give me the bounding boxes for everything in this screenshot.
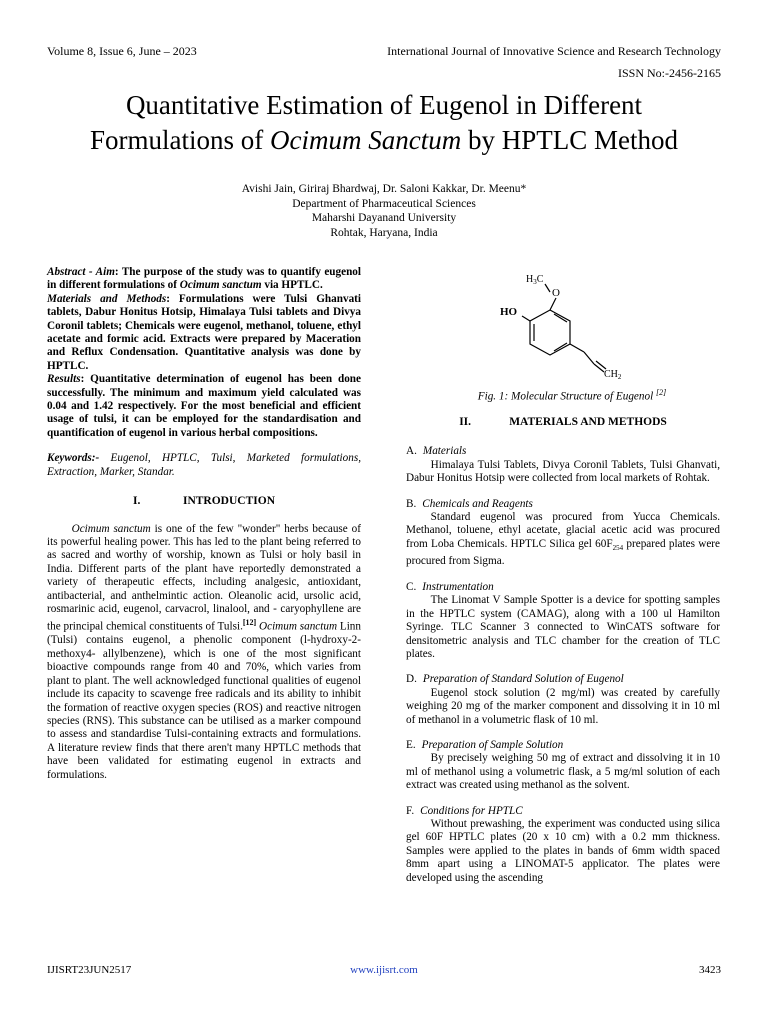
subsection-b-heading: B. Chemicals and Reagents: [406, 497, 533, 510]
eugenol-structure-figure: [500, 270, 650, 385]
author-block: [0, 182, 768, 240]
label-h3c: $H_3C$: [526, 274, 544, 286]
subsection-b-text: Standard eugenol was procured from Yucca Chemicals. Methanol, toluene, ethyl acetate, glacial acetic acid was procured from Loba Chemicals. HPTLC Silica gel $60F_{254}$ prepared plates were procured from Sigma.: [406, 511, 720, 568]
author-names: Avishi Jain, Giriraj Bhardwaj, Dr. Saloni Kakkar, Dr. Meenu*: [241, 183, 527, 195]
footer-website-link[interactable]: www.ijisrt.com: [350, 964, 418, 976]
subsection-f-text: Without prewashing, the experiment was conducted using silica gel 60F HPTLC plates (20 x 10 cm) with a 0.2 mm thickness. Samples were applied to the plates in bands of 6mm width spaced 8mm apart using a LINOMAT-5 applicator. The plates were developed using the ascending: [406, 817, 720, 884]
subsection-f-heading: F. Conditions for HPTLC: [406, 804, 523, 817]
introduction-paragraph: Ocimum sanctum is one of the few "wonder" herbs because of its powerful healing power. This has led to the plant being referred to as sacred and worthy of worship, known as Tulsi or holy basil in India. Different parts of the plant have reportedly demonstrated a variety of therapeutic effects, including analgesic, antioxidant, antibacterial, and anthelmintic action. Oleanolic acid, ursolic acid, rosmarinic acid, eugenol, carvacrol, linalool, and - caryophyllene are the principal chemical constituents of Tulsi.[12] Ocimum sanctum Linn (Tulsi) contains eugenol, a phenolic component (l-hydroxy-2-methoxy4- allylbenzene), which is one of the most significant bioactive compounds range from 40 and 70%, which varies from plant to plant. The well acknowledged functional qualities of eugenol include its capacity to scavenge free radicals and its ability to inhibit the formation of reactive oxygen species (ROS) and reactive nitrogen species (RNS). This substance can be utilised as a marker compound to assess and standardise Tulsi-containing extracts and formulations. A literature review finds that there aren't many HPTLC methods that have been validated for estimating eugenol in extracts and formulations.: [47, 522, 361, 781]
left-column: [47, 266, 361, 782]
eugenol-structure-drawing: [500, 270, 650, 385]
subsection-d-text: Eugenol stock solution (2 mg/ml) was created by carefully weighing 20 mg of the marker component and dissolving it in 10 ml of methanol in a volumetric flask of 10 ml.: [406, 686, 720, 726]
header-journal: International Journal of Innovative Science and Research Technology: [387, 44, 721, 58]
subsection-a-heading: A. Materials: [406, 445, 467, 458]
header-issn: ISSN No:-2456-2165: [617, 66, 721, 80]
author-university: Maharshi Dayanand University: [311, 212, 457, 224]
right-column: [406, 416, 720, 885]
section-introduction-heading: I. INTRODUCTION: [132, 495, 275, 508]
label-ch2: $CH_2$: [604, 369, 622, 381]
abstract-results: Results: Quantitative determination of eugenol has been done successfully. The minimum and maximum yield calculated was 0.04 and 1.42 respectively. For the most beneficial and efficient usage of tulsi, it can be employed for the standardisation and quantification of eugenol in various herbal compositions.: [47, 373, 361, 439]
figure-caption: Fig. 1: Molecular Structure of Eugenol [2]: [477, 388, 667, 403]
subsection-d-heading: D. Preparation of Standard Solution of Eugenol: [406, 673, 624, 686]
label-o: O: [552, 287, 560, 299]
title-line-1: Quantitative Estimation of Eugenol in Different: [125, 90, 643, 120]
abstract-aim: Abstract - Aim: The purpose of the study was to quantify eugenol in different formulations of Ocimum sanctum via HPTLC.: [47, 266, 361, 292]
author-location: Rohtak, Haryana, India: [330, 226, 438, 239]
subsection-e-heading: E. Preparation of Sample Solution: [406, 738, 564, 751]
paper-title: [0, 88, 768, 158]
subsection-c-heading: C. Instrumentation: [406, 580, 494, 593]
title-line-2: Formulations of Ocimum Sanctum by HPTLC Method: [90, 125, 678, 155]
subsection-c-text: The Linomat V Sample Spotter is a device for spotting samples in the HPTLC system (CAMAG), along with a 100 ul Hamilton Syringe. TLC Scanner 3 connected to WinCATS software for densitometric analysis and TLC chamber for the creation of TLC plates.: [406, 594, 720, 660]
header-volume: Volume 8, Issue 6, June – 2023: [47, 44, 197, 58]
footer-paper-id: IJISRT23JUN2517: [47, 964, 132, 976]
abstract-materials: Materials and Methods: Formulations were Tulsi Ghanvati tablets, Dabur Honitus Hotsip, Himalaya Tulsi tablets and Divya Coronil tablets; Chemicals were eugenol, methanol, toluene, ethyl acetate and formic acid. Extracts were prepared by Maceration and Reflux Condensation. Quantitative analysis was done by HPTLC.: [47, 292, 361, 372]
section-methods-heading: II. MATERIALS AND METHODS: [459, 416, 667, 428]
keywords: Keywords:- Eugenol, HPTLC, Tulsi, Marketed formulations, Extraction, Marker, Standar.: [47, 452, 361, 478]
subsection-e-text: By precisely weighing 50 mg of extract and dissolving it in 10 ml of methanol using a volumetric flask, a 5 mg/ml solution of each extract was created using methanol as the solvent.: [406, 752, 720, 792]
footer-page-number: 3423: [699, 964, 721, 976]
label-ho: HO: [500, 306, 518, 318]
subsection-a-text: Himalaya Tulsi Tablets, Divya Coronil Tablets, Tulsi Ghanvati, Dabur Honitus Hotsip were collected from local markets of Rohtak.: [406, 458, 720, 485]
author-department: Department of Pharmaceutical Sciences: [292, 197, 476, 210]
